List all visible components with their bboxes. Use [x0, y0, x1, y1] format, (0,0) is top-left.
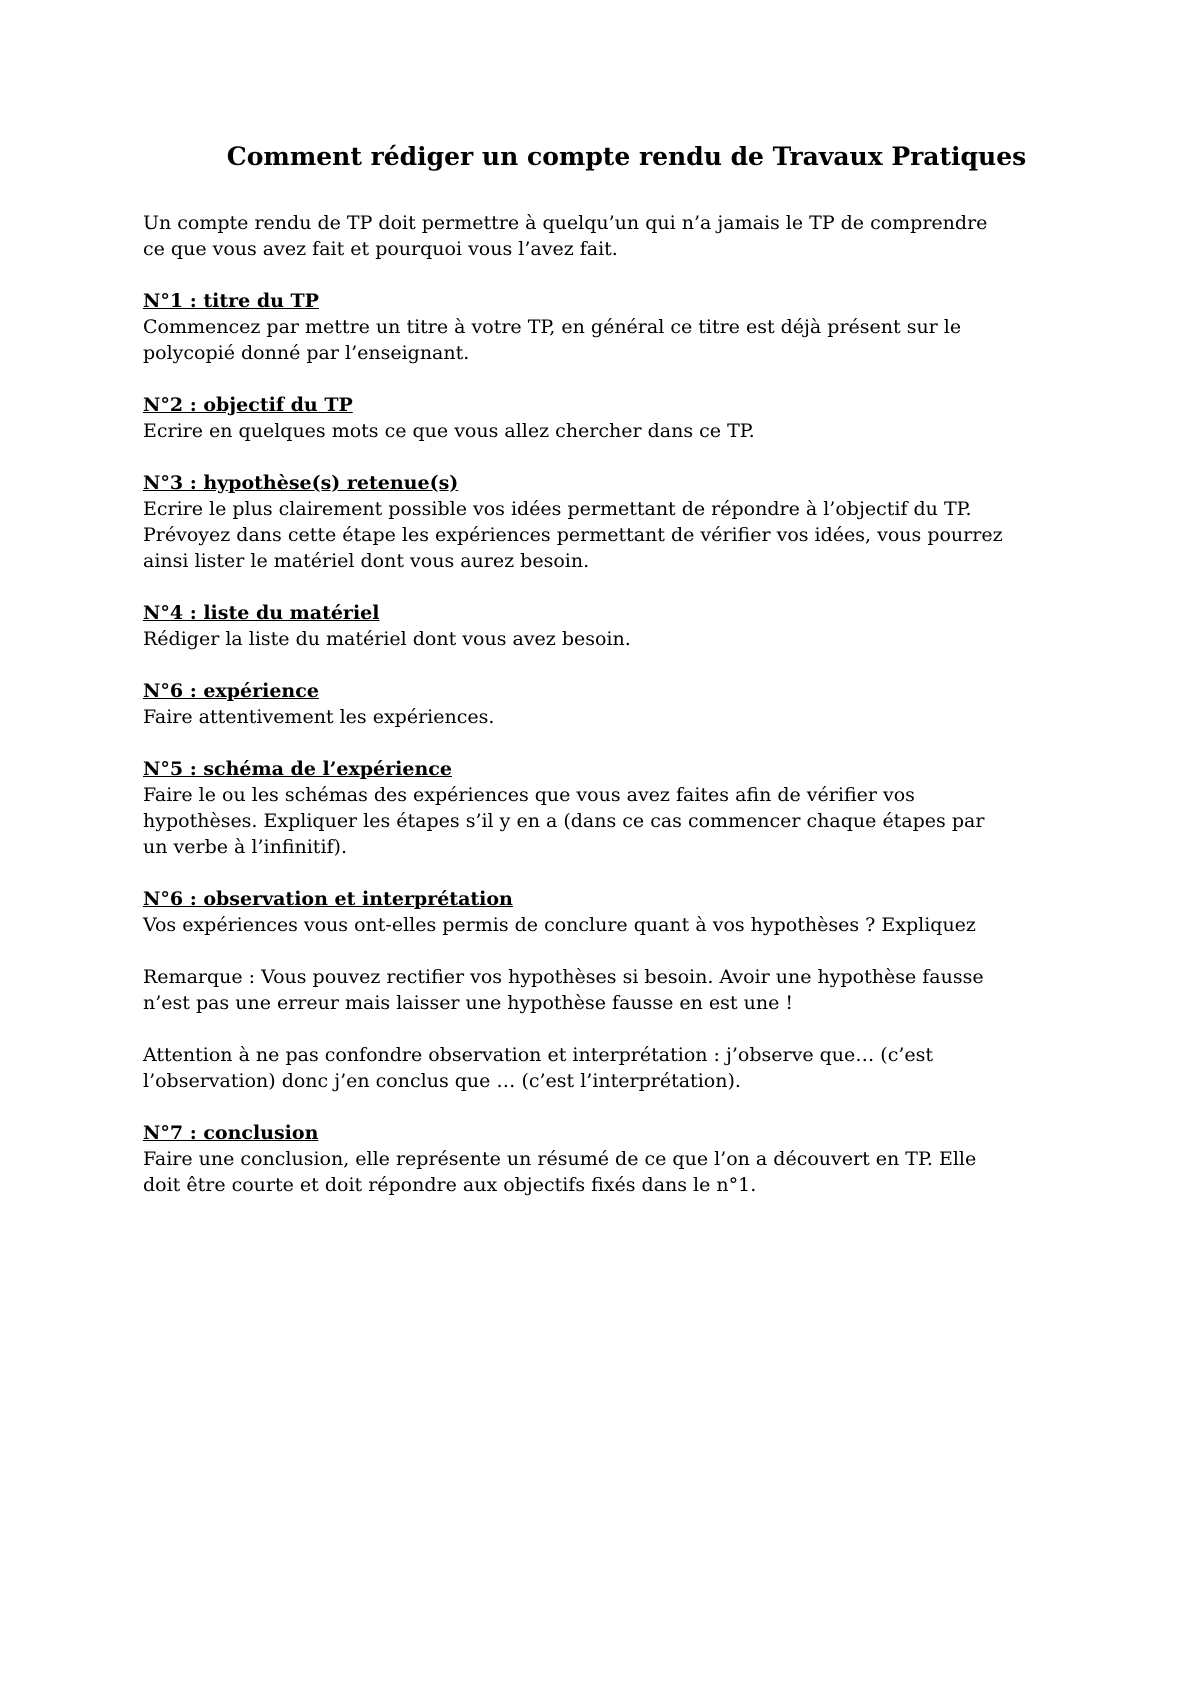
section-heading: N°4 : liste du matériel [143, 602, 380, 624]
section-body: Faire le ou les schémas des expériences que vous avez faites afin de vérifier vos hypothèses. Expliquer les étapes s’il y en a (dans ce cas commencer chaque étapes par un verbe à l’infinitif). [143, 784, 985, 858]
section-titre [143, 288, 1098, 366]
intro-paragraph: Un compte rendu de TP doit permettre à quelqu’un qui n’a jamais le TP de comprendre ce que vous avez fait et pourquoi vous l’avez fait. [143, 212, 988, 260]
section-hypotheses [143, 470, 1098, 574]
document-title: Comment rédiger un compte rendu de Travaux Pratiques [226, 142, 1027, 171]
section-heading: N°3 : hypothèse(s) retenue(s) [143, 472, 459, 494]
section-heading: N°6 : observation et interprétation [143, 888, 513, 910]
section-conclusion [143, 1120, 1098, 1198]
section-body: Faire attentivement les expériences. [143, 706, 495, 728]
section-body: Vos expériences vous ont-elles permis de conclure quant à vos hypothèses ? Expliquez [143, 914, 976, 936]
section-materiel [143, 600, 1098, 652]
section-body: Ecrire en quelques mots ce que vous allez chercher dans ce TP. [143, 420, 755, 442]
section-body: Rédiger la liste du matériel dont vous avez besoin. [143, 628, 631, 650]
document-page [143, 140, 1098, 1224]
section-body: Faire une conclusion, elle représente un résumé de ce que l’on a découvert en TP. Elle doit être courte et doit répondre aux objectifs fixés dans le n°1. [143, 1148, 977, 1196]
section-experience [143, 678, 1098, 730]
section-heading: N°2 : objectif du TP [143, 394, 353, 416]
section-observation [143, 886, 1098, 938]
remarque-paragraph: Remarque : Vous pouvez rectifier vos hypothèses si besoin. Avoir une hypothèse fausse n’est pas une erreur mais laisser une hypothèse fausse en est une ! [143, 966, 984, 1014]
section-heading: N°6 : expérience [143, 680, 319, 702]
section-heading: N°5 : schéma de l’expérience [143, 758, 452, 780]
attention-paragraph: Attention à ne pas confondre observation et interprétation : j’observe que… (c’est l’observation) donc j’en conclus que … (c’est l’interprétation). [143, 1044, 934, 1092]
section-body: Ecrire le plus clairement possible vos idées permettant de répondre à l’objectif du TP. Prévoyez dans cette étape les expériences permettant de vérifier vos idées, vous pourrez ainsi lister le matériel dont vous aurez besoin. [143, 498, 1003, 572]
section-heading: N°1 : titre du TP [143, 290, 319, 312]
section-schema [143, 756, 1098, 860]
section-objectif [143, 392, 1098, 444]
section-heading: N°7 : conclusion [143, 1122, 319, 1144]
section-body: Commencez par mettre un titre à votre TP, en général ce titre est déjà présent sur le polycopié donné par l’enseignant. [143, 316, 962, 364]
